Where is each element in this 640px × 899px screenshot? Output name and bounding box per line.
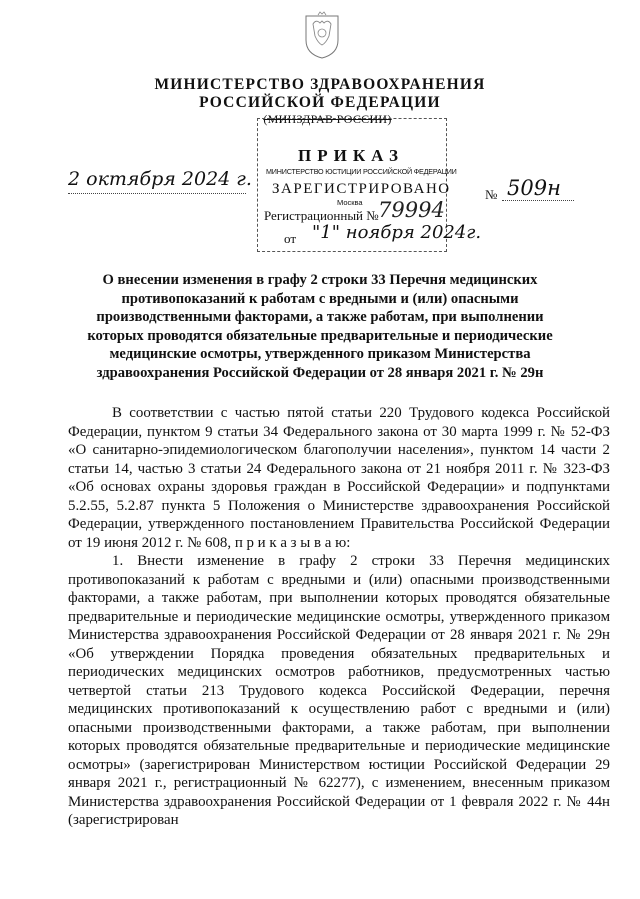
stamp-registration-number: 79994 bbox=[378, 198, 445, 222]
document-body bbox=[68, 404, 610, 830]
ministry-name-line1: МИНИСТЕРСТВО ЗДРАВООХРАНЕНИЯ bbox=[154, 76, 486, 93]
order-date-handwritten: 2 октября 2024 г. bbox=[68, 168, 252, 190]
document-type: ПРИКАЗ bbox=[298, 146, 404, 165]
stamp-city: Москва bbox=[337, 198, 363, 207]
ministry-short-name: (МИНЗДРАВ РОССИИ) bbox=[263, 112, 392, 126]
ministry-name-line2: РОССИЙСКОЙ ФЕДЕРАЦИИ bbox=[199, 94, 441, 111]
order-number-handwritten: 509н bbox=[507, 176, 561, 200]
stamp-registered-label: ЗАРЕГИСТРИРОВАНО bbox=[272, 181, 451, 197]
date-underline bbox=[68, 193, 246, 194]
body-paragraph-1: В соответствии с частью пятой статьи 220 Трудового кодекса Российской Федерации, пунктом 9 статьи 34 Федерального закона от 30 марта 1999 г. № 52-ФЗ «О санитарно-эпидемиологическом благополучии населения», пунктом 14 части 2 статьи 14, частью 3 статьи 24 Федерального закона от 21 ноября 2011 г. № 323-ФЗ «Об основах охраны здоровья граждан в Российской Федерации» и подпунктами 5.2.55, 5.2.87 пункта 5 Положения о Министерстве здравоохранения Российской Федерации, утвержденного постановлением Правительства Российской Федерации от 19 июня 2012 г. № 608, п р и к а з ы в а ю: bbox=[68, 405, 610, 551]
stamp-date-value: "1" ноября 2024г. bbox=[312, 222, 482, 243]
stamp-date-label: от bbox=[284, 231, 297, 246]
body-paragraph-2: 1. Внести изменение в графу 2 строки 33 Перечня медицинских противопоказаний к работам с вредными и (или) опасными производственными факторами, а также работам, при выполнении которых проводятся обязательные предварительные и периодические медицинские осмотры, утвержденного приказом Министерства здравоохранения Российской Федерации от 28 января 2021 г. № 29н «Об утверждении Порядка проведения обязательных предварительных и периодических медицинских осмотров работников, предусмотренных частью четвертой статьи 213 Трудового кодекса Российской Федерации, перечня медицинских противопоказаний к осуществлению работ с вредными и (или) опасными производственными факторами, а также работам, при выполнении которых проводятся обязательные предварительные и периодические медицинские осмотры» (зарегистрирован Министерством юстиции Российской Федерации 29 января 2021 г., регистрационный № 62277), с изменением, внесенным приказом Министерства здравоохранения Российской Федерации от 1 февраля 2022 г. № 44н (зарегистрирован bbox=[68, 553, 610, 828]
coat-of-arms-emblem bbox=[302, 10, 342, 60]
stamp-registration-label: Регистрационный № bbox=[264, 208, 379, 223]
order-number-label: № bbox=[485, 187, 498, 202]
number-underline bbox=[502, 200, 574, 201]
stamp-organization: МИНИСТЕРСТВО ЮСТИЦИИ РОССИЙСКОЙ ФЕДЕРАЦИИ bbox=[266, 167, 457, 176]
document-title: О внесении изменения в графу 2 строки 33 Перечня медицинских противопоказаний к работам с вредными и (или) опасными производственными факторами, а также работам, при выполнении которых проводятся обязательные предварительные и периодические медицинские осмотры, утвержденного приказом Министерства здравоохранения Российской Федерации от 28 января 2021 г. № 29н bbox=[87, 272, 553, 381]
